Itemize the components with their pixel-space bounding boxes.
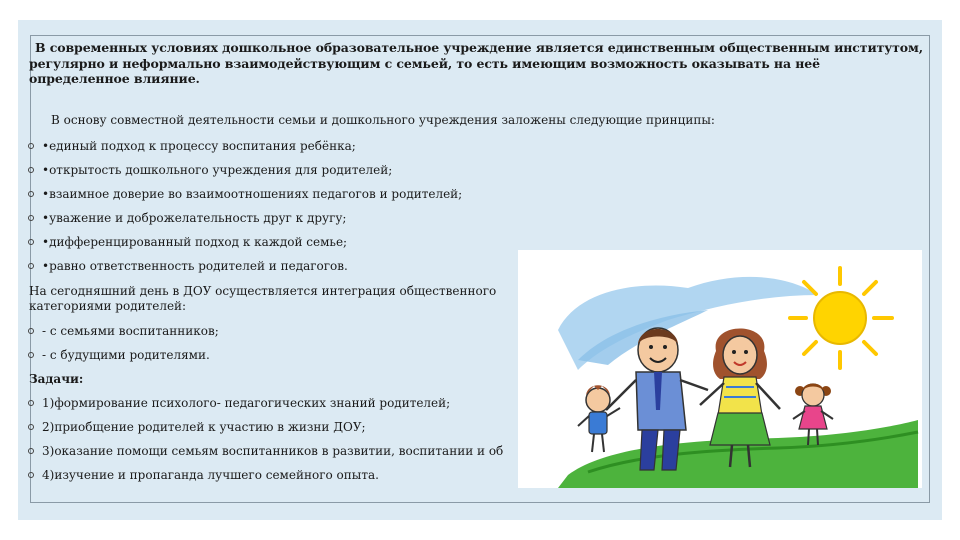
bullet-icon — [28, 215, 34, 221]
bullet-icon — [28, 143, 34, 149]
principle-item — [28, 187, 462, 201]
bullet-icon — [28, 167, 34, 173]
principle-text: •дифференцированный подход к каждой семье; — [42, 235, 348, 249]
principle-item — [28, 139, 356, 153]
bullet-icon — [28, 239, 34, 245]
principle-text: •равно ответственность родителей и педагогов. — [42, 259, 348, 273]
intro-paragraph — [29, 40, 924, 87]
bullet-icon — [28, 328, 34, 334]
task-text: 1)формирование психолого- педагогических знаний родителей; — [42, 396, 451, 410]
principle-text: •единый подход к процессу воспитания ребёнка; — [42, 139, 356, 153]
task-item — [28, 468, 379, 482]
intro-line-1: В современных условиях дошкольное образовательное учреждение является единственным общественным институтом, — [35, 40, 924, 55]
tasks-title: Задачи: — [29, 372, 84, 386]
principle-item — [28, 211, 346, 225]
task-text: 2)приобщение родителей к участию в жизни ДОУ; — [42, 420, 366, 434]
task-item — [28, 444, 503, 458]
integration-item — [28, 324, 219, 338]
task-text: 3)оказание помощи семьям воспитанников в развитии, воспитании и об — [42, 444, 504, 458]
task-item — [28, 420, 366, 434]
principle-text: •взаимное доверие во взаимоотношениях педагогов и родителей; — [42, 187, 463, 201]
bullet-icon — [28, 472, 34, 478]
bullet-icon — [28, 400, 34, 406]
bullet-icon — [28, 352, 34, 358]
bullet-icon — [28, 191, 34, 197]
task-text: 4)изучение и пропаганда лучшего семейного опыта. — [42, 468, 379, 482]
bullet-icon — [28, 424, 34, 430]
principle-item — [28, 163, 392, 177]
principle-text: •открытость дошкольного учреждения для родителей; — [42, 163, 393, 177]
bullet-icon — [28, 448, 34, 454]
integration-text: - с семьями воспитанников; — [42, 324, 219, 338]
principles-title: В основу совместной деятельности семьи и дошкольного учреждения заложены следующие принципы: — [51, 113, 715, 127]
integration-text: - с будущими родителями. — [42, 348, 210, 362]
integration-item — [28, 348, 210, 362]
principle-text: •уважение и доброжелательность друг к другу; — [42, 211, 347, 225]
intro-line-3: определенное влияние. — [29, 71, 200, 86]
family-drawing-icon — [518, 250, 922, 488]
bullet-icon — [28, 263, 34, 269]
principle-item — [28, 235, 347, 249]
integration-line-1: На сегодняшний день в ДОУ осуществляется интеграция общественного — [29, 284, 497, 298]
task-item — [28, 396, 450, 410]
integration-line-2: категориями родителей: — [29, 299, 187, 313]
principle-item — [28, 259, 348, 273]
intro-line-2: регулярно и неформально взаимодействующим с семьей, то есть имеющим возможность оказывать на неё — [29, 55, 820, 71]
